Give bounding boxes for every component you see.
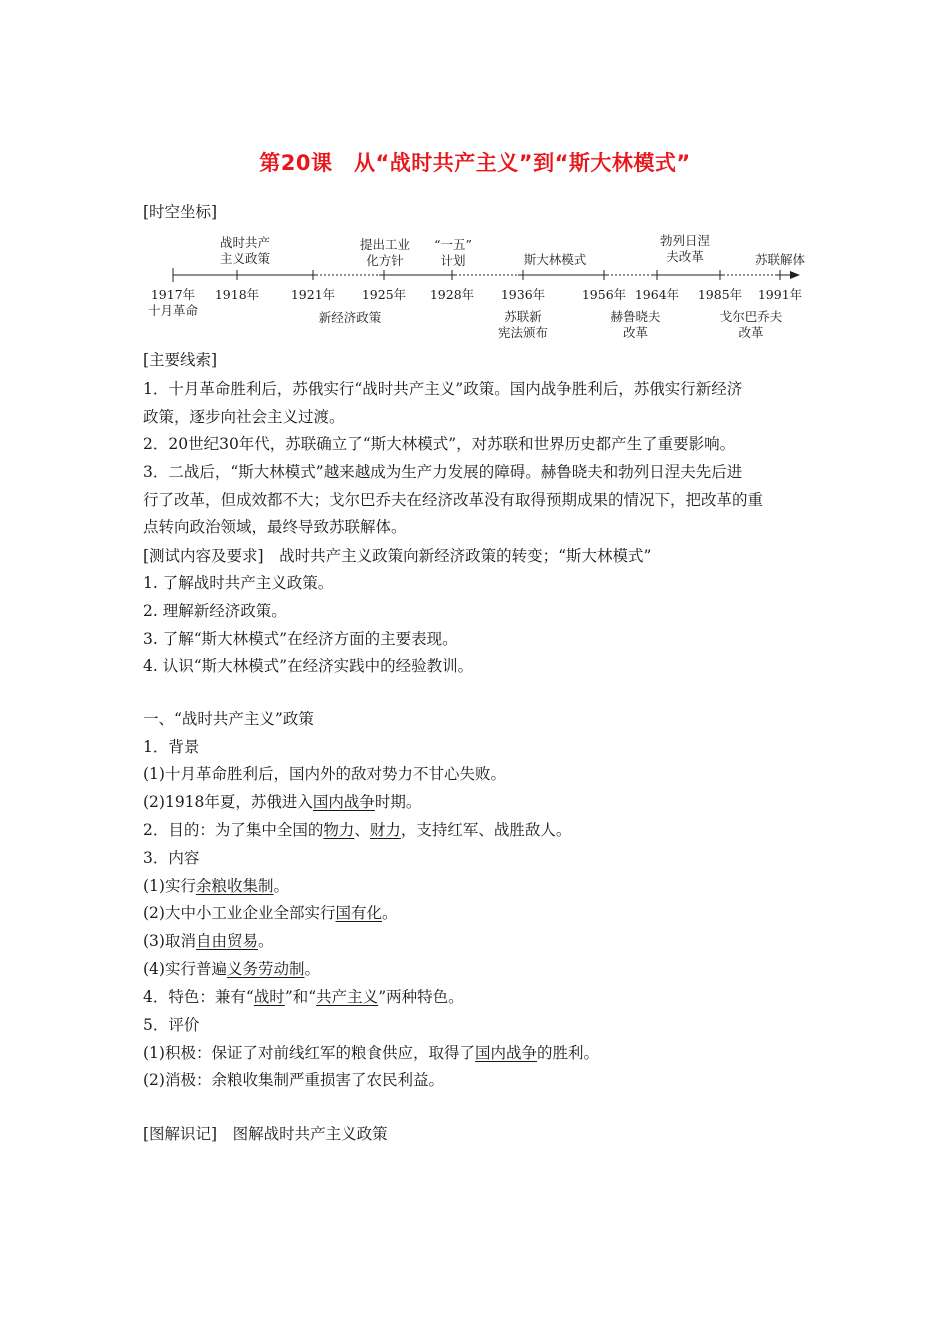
text: ，支持红军、战胜敌人。 [400,821,572,839]
timeline-year: 1917年 [150,287,196,302]
timeline-label-ussr-dissolution: 苏联解体 [754,252,805,267]
timeline-label-text: 苏联新 [504,309,542,324]
text: (2)大中小工业企业全部实行 [143,904,336,922]
requirement-4: 4. 认识“斯大林模式”在经济实践中的经验教训。 [143,657,474,675]
content-2 [143,903,398,923]
timeline-label-industrialization [350,237,420,269]
timeline-label-text: 宪法颁布 [497,325,548,340]
key-term: 国有化 [335,904,382,922]
key-term: 余粮收集制 [195,877,274,895]
clue-2: 2．20世纪30年代，苏联确立了“斯大林模式”，对苏联和世界历史都产生了重要影响。 [143,435,736,453]
page-title: 第20课 从“战时共产主义”到“斯大林模式” [259,151,691,175]
timeline-label-text: 计划 [440,253,466,268]
timeline-year: 1956年 [581,287,627,302]
features [143,987,464,1007]
text: 时期。 [374,793,422,811]
key-term: 国内战争 [474,1044,537,1062]
timeline-label-text: “一五” [434,237,472,252]
key-term: 共产主义 [316,988,379,1006]
key-term: 物力 [323,821,355,839]
requirement-1: 1. 了解战时共产主义政策。 [143,574,334,592]
timeline-label-brezhnev [650,233,720,265]
timeline-label-stalin-model: 斯大林模式 [523,252,587,267]
text: (3)取消 [143,932,196,950]
content-1 [143,876,289,896]
timeline-label-text: 赫鲁晓夫 [610,309,661,324]
evaluation-title: 5．评价 [143,1016,200,1034]
timeline-label-text: 改革 [738,325,764,340]
key-term: 义务劳动制 [226,960,305,978]
text: 。 [304,960,320,978]
timeline-label-text: 勃列日涅 [659,233,710,248]
timeline-year: 1985年 [697,287,743,302]
timeline-label-text: 戈尔巴乔夫 [719,309,783,324]
text: 。 [273,877,289,895]
content-3 [143,931,274,951]
section-heading: 一、“战时共产主义”政策 [143,710,314,728]
key-term: 国内战争 [312,793,375,811]
timeline-year: 1921年 [290,287,336,302]
text: ”两种特色。 [378,988,464,1006]
axis-arrow-icon [790,271,800,279]
requirement-3: 3. 了解“斯大林模式”在经济方面的主要表现。 [143,630,458,648]
key-term: 战时 [253,988,285,1006]
text: 。 [381,904,398,922]
key-term: 财力 [369,821,401,839]
timeline-year: 1925年 [361,287,407,302]
clue-3-line-3: 点转向政治领域，最终导致苏联解体。 [143,518,407,536]
timeline-year: 1936年 [500,287,546,302]
background-2 [143,792,421,812]
text: 、 [354,821,370,839]
clue-3-line-1: 3．二战后，“斯大林模式”越来越成为生产力发展的障碍。赫鲁晓夫和勃列日涅夫先后进 [143,463,743,481]
timeline-label-text: 化方针 [366,253,404,268]
timeline-year: 1918年 [214,287,260,302]
evaluation-positive [143,1043,599,1063]
timeline-label-nep: 新经济政策 [318,310,382,325]
text: 4．特色：兼有“ [143,988,254,1006]
timeline-label-five-year-plan [418,237,488,269]
timeline-year: 1928年 [429,287,475,302]
goal [143,820,571,840]
text: 2．目的：为了集中全国的 [143,821,324,839]
text: (4)实行普遍 [143,960,227,978]
timeline-label-khrushchev [598,309,673,341]
timeline-label-gorbachev [706,309,796,341]
content-title: 3．内容 [143,849,200,867]
key-term: 自由贸易 [195,932,258,950]
clue-3-line-2: 行了改革，但成效都不大；戈尔巴乔夫在经济改革没有取得预期成果的情况下，把改革的重 [143,491,764,509]
text: 。 [257,932,274,950]
background-1: (1)十月革命胜利后，国内外的敌对势力不甘心失败。 [143,765,506,783]
clues-heading: [主要线索] [143,351,218,369]
timeline-label-text: 主义政策 [219,251,270,266]
timeline-label-text: 改革 [622,325,648,340]
text: (1)积极：保证了对前线红军的粮食供应，取得了 [143,1044,475,1062]
clue-1-line-2: 政策，逐步向社会主义过渡。 [143,408,345,426]
timeline-year: 1964年 [634,287,680,302]
diagram-note: [图解识记] 图解战时共产主义政策 [143,1125,388,1143]
timeline-label-text: 夫改革 [666,249,704,264]
clue-1-line-1: 1．十月革命胜利后，苏俄实行“战时共产主义”政策。国内战争胜利后，苏俄实行新经济 [143,380,743,398]
timeline-label-text: 战时共产 [219,235,270,250]
content-4 [143,959,320,979]
text: (1)实行 [143,877,196,895]
text: ”和“ [284,988,317,1006]
text: 的胜利。 [536,1044,599,1062]
requirement-2: 2. 理解新经济政策。 [143,602,287,620]
timeline-heading: [时空坐标] [143,203,218,221]
evaluation-negative: (2)消极：余粮收集制严重损害了农民利益。 [143,1071,444,1089]
timeline-year: 1991年 [757,287,803,302]
background-title: 1．背景 [143,738,200,756]
requirements-heading: [测试内容及要求] 战时共产主义政策向新经济政策的转变；“斯大林模式” [143,547,652,565]
timeline-label-new-constitution [488,309,558,341]
text: (2)1918年夏，苏俄进入 [143,793,313,811]
timeline-label-war-communism [210,235,280,267]
timeline-label-october-revolution: 十月革命 [147,303,198,318]
timeline-label-text: 提出工业 [359,237,410,252]
